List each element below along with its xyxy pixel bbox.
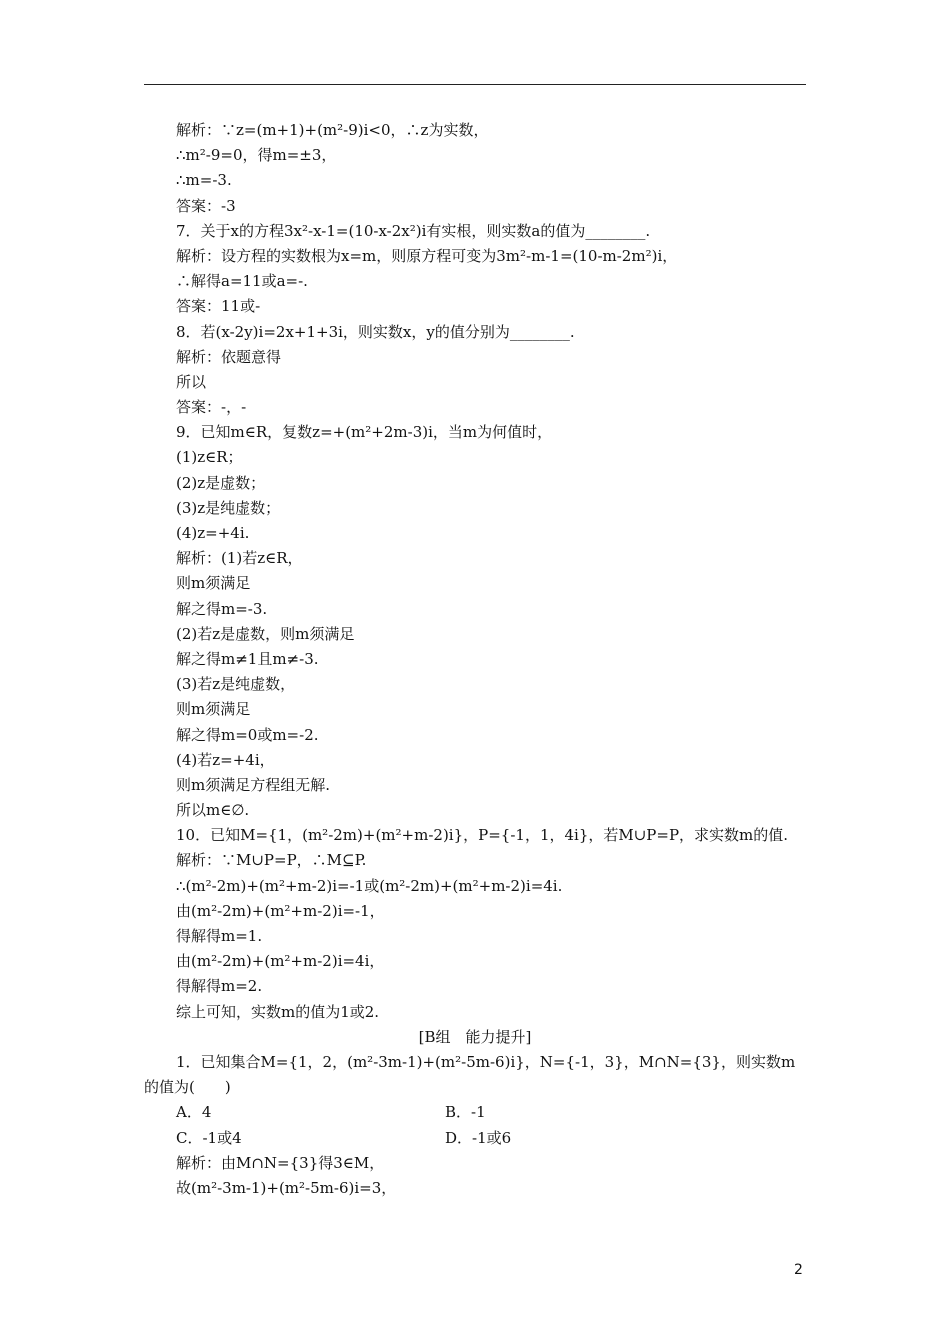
option-a: A．4 (176, 1103, 212, 1122)
page-number: 2 (794, 1262, 803, 1278)
text-line: 答案：-，- (176, 398, 247, 417)
text-line: 解析：由M∩N={3}得3∈M， (176, 1153, 385, 1172)
text-line: 故(m²-3m-1)+(m²-5m-6)i=3， (176, 1178, 397, 1197)
document-body (0, 118, 950, 1201)
text-line: 则m须满足 (176, 700, 251, 719)
question-8: 8．若(x-2y)i=2x+1+3i，则实数x，y的值分别为________. (176, 322, 575, 341)
text-line: 所以 (176, 372, 207, 391)
text-line: ∴解得a=11或a=-. (176, 272, 308, 291)
text-line: (3)若z是纯虚数， (176, 675, 296, 694)
text-line: (4)若z=+4i， (176, 750, 275, 769)
text-line: 解析：设方程的实数根为x=m，则原方程可变为3m²-m-1=(10-m-2m²)i， (176, 246, 678, 265)
text-line: 综上可知，实数m的值为1或2. (176, 1002, 380, 1021)
text-line: (3)z是纯虚数； (176, 498, 281, 517)
text-line: 解之得m=-3. (176, 599, 268, 618)
text-line: 解之得m≠1且m≠-3. (176, 649, 319, 668)
text-line: 由(m²-2m)+(m²+m-2)i=-1， (176, 901, 385, 920)
text-line: 由(m²-2m)+(m²+m-2)i=4i， (176, 952, 385, 971)
question-9: 9．已知m∈R，复数z=+(m²+2m-3)i，当m为何值时， (176, 423, 553, 442)
text-line: 解析：(1)若z∈R， (176, 549, 303, 568)
option-b: B．-1 (445, 1103, 486, 1122)
text-line: (1)z∈R； (176, 448, 243, 467)
question-10: 10．已知M={1，(m²-2m)+(m²+m-2)i}，P={-1，1，4i}，若M∪P=P，求实数m的值. (176, 826, 789, 845)
text-line: 得解得m=1. (176, 927, 263, 945)
text-line: 得解得m=2. (176, 977, 263, 996)
text-line: 所以m∈∅. (176, 801, 250, 820)
text-line: 则m须满足 (176, 574, 251, 593)
section-title: [B组 能力提升] (418, 1027, 532, 1046)
text-line: 解之得m=0或m=-2. (176, 725, 319, 744)
option-d: D．-1或6 (445, 1128, 512, 1147)
text-line: 解析：∵z=(m+1)+(m²-9)i<0，∴z为实数， (176, 121, 489, 139)
question-7: 7．关于x的方程3x²-x-1=(10-x-2x²)i有实根，则实数a的值为________. (176, 221, 651, 240)
text-line: ∴m=-3. (176, 171, 232, 190)
option-c: C．-1或4 (176, 1128, 242, 1147)
text-line: 答案：11或- (176, 297, 261, 316)
text-line: (2)若z是虚数，则m须满足 (176, 624, 355, 643)
text-line: (2)z是虚数； (176, 473, 266, 492)
text-line: (4)z=+4i. (176, 524, 250, 542)
text-line: 解析：依题意得 (176, 347, 282, 366)
text-line: 则m须满足方程组无解. (176, 775, 330, 794)
text-line: 解析：∵M∪P=P，∴M⊆P. (176, 851, 367, 870)
header-rule (144, 84, 806, 85)
options-row-2 (0, 1126, 950, 1151)
text-line: 答案：-3 (176, 196, 236, 215)
text-line: ∴(m²-2m)+(m²+m-2)i=-1或(m²-2m)+(m²+m-2)i=4i. (176, 876, 563, 895)
question-b1: 1．已知集合M={1，2，(m²-3m-1)+(m²-5m-6)i}，N={-1，3}，M∩N={3}，则实数m (176, 1052, 796, 1071)
options-row-1 (0, 1100, 950, 1125)
question-b1-continued: 的值为( ) (144, 1078, 231, 1097)
text-line: ∴m²-9=0，得m=±3， (176, 146, 337, 165)
